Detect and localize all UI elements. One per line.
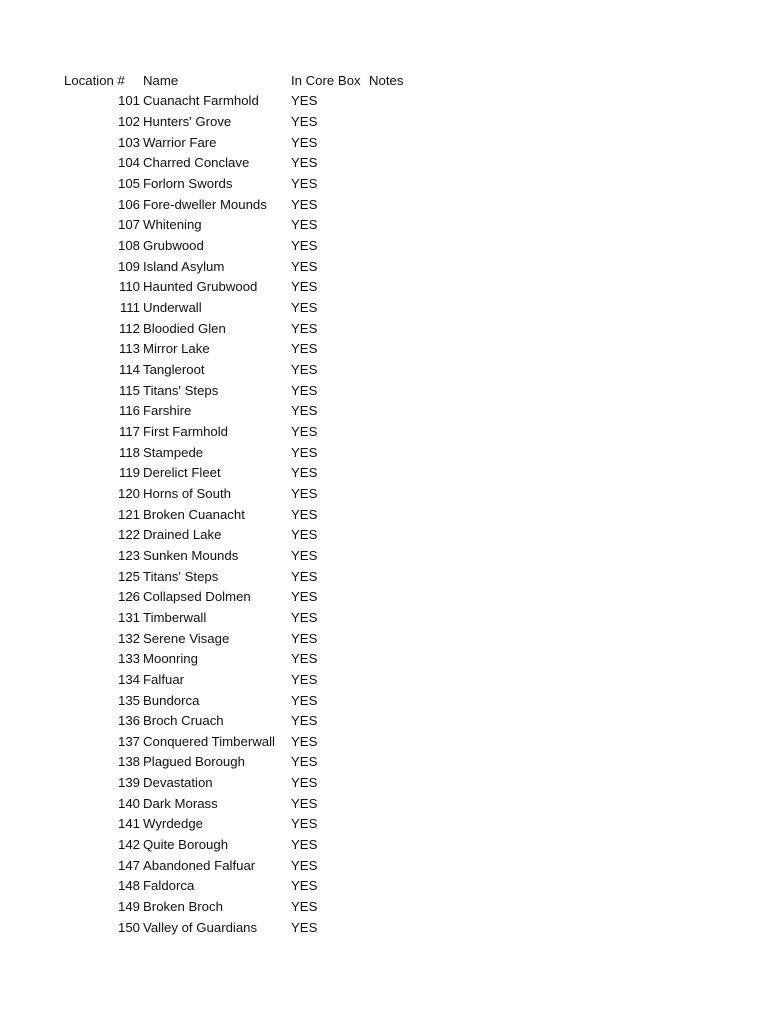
name-cell: Dark Morass — [143, 795, 218, 811]
location-cell: 132 — [117, 630, 140, 646]
in-core-box-cell: YES — [291, 300, 318, 316]
name-cell: Tangleroot — [143, 362, 205, 378]
table-row — [0, 359, 768, 380]
in-core-box-cell: YES — [291, 362, 318, 378]
table-row — [0, 669, 768, 690]
table-row — [0, 462, 768, 483]
location-cell: 113 — [118, 341, 140, 357]
location-cell: 102 — [117, 114, 140, 130]
name-cell: Serene Visage — [143, 630, 230, 646]
location-cell: 101 — [117, 93, 140, 109]
table-row — [0, 235, 768, 256]
location-cell: 116 — [118, 403, 140, 419]
location-cell: 139 — [117, 775, 140, 791]
in-core-box-cell: YES — [291, 899, 318, 915]
name-cell: Timberwall — [143, 609, 207, 625]
in-core-box-cell: YES — [291, 93, 318, 109]
name-cell: Falfuar — [143, 671, 185, 687]
name-cell: Grubwood — [143, 238, 204, 254]
table-row — [0, 318, 768, 339]
table-row — [0, 173, 768, 194]
in-core-box-cell: YES — [291, 568, 318, 584]
in-core-box-cell: YES — [291, 238, 318, 254]
table-row — [0, 421, 768, 442]
name-cell: Charred Conclave — [143, 155, 250, 171]
location-cell: 117 — [118, 423, 140, 439]
location-cell: 106 — [117, 196, 140, 212]
in-core-box-cell: YES — [291, 713, 318, 729]
table-body — [0, 91, 768, 938]
location-cell: 118 — [118, 444, 140, 460]
table-row — [0, 380, 768, 401]
in-core-box-cell: YES — [291, 485, 318, 501]
name-cell: Forlorn Swords — [143, 176, 233, 192]
in-core-box-cell: YES — [291, 816, 318, 832]
table-row — [0, 793, 768, 814]
location-cell: 149 — [117, 899, 140, 915]
location-cell: 104 — [117, 155, 140, 171]
location-cell: 123 — [117, 547, 140, 563]
in-core-box-cell: YES — [291, 403, 318, 419]
name-cell: Plagued Borough — [143, 754, 245, 770]
location-cell: 103 — [117, 134, 140, 150]
name-cell: Island Asylum — [143, 258, 225, 274]
in-core-box-cell: YES — [291, 423, 318, 439]
in-core-box-cell: YES — [291, 733, 318, 749]
location-cell: 122 — [117, 527, 140, 543]
name-cell: Farshire — [143, 403, 192, 419]
name-cell: Titans' Steps — [143, 568, 219, 584]
location-cell: 112 — [118, 320, 140, 336]
in-core-box-cell: YES — [291, 341, 318, 357]
location-cell: 133 — [117, 651, 140, 667]
table-row — [0, 545, 768, 566]
location-cell: 110 — [118, 279, 140, 295]
table-row — [0, 504, 768, 525]
name-cell: Sunken Mounds — [143, 547, 239, 563]
table-row — [0, 772, 768, 793]
table-row — [0, 710, 768, 731]
in-core-box-cell: YES — [291, 320, 318, 336]
in-core-box-cell: YES — [291, 506, 318, 522]
in-core-box-cell: YES — [291, 382, 318, 398]
in-core-box-cell: YES — [291, 444, 318, 460]
in-core-box-cell: YES — [291, 547, 318, 563]
name-cell: Quite Borough — [143, 837, 229, 853]
location-cell: 107 — [117, 217, 140, 233]
location-cell: 131 — [117, 609, 140, 625]
table-row — [0, 586, 768, 607]
table-row — [0, 752, 768, 773]
name-cell: Horns of South — [143, 485, 231, 501]
table-row — [0, 814, 768, 835]
location-cell: 147 — [117, 857, 140, 873]
name-cell: Hunters' Grove — [143, 114, 232, 130]
location-cell: 119 — [118, 465, 140, 481]
table-row — [0, 256, 768, 277]
table-row — [0, 876, 768, 897]
table-row — [0, 628, 768, 649]
in-core-box-cell: YES — [291, 754, 318, 770]
name-cell: Mirror Lake — [143, 341, 210, 357]
in-core-box-cell: YES — [291, 279, 318, 295]
in-core-box-cell: YES — [291, 671, 318, 687]
table-row — [0, 731, 768, 752]
header-notes: Notes — [369, 72, 404, 88]
location-cell: 141 — [117, 816, 140, 832]
table-row — [0, 194, 768, 215]
in-core-box-cell: YES — [291, 630, 318, 646]
table-row — [0, 153, 768, 174]
location-cell: 114 — [118, 362, 140, 378]
table-row — [0, 442, 768, 463]
name-cell: Stampede — [143, 444, 204, 460]
in-core-box-cell: YES — [291, 155, 318, 171]
table-row — [0, 132, 768, 153]
location-cell: 134 — [117, 671, 140, 687]
table-row — [0, 297, 768, 318]
in-core-box-cell: YES — [291, 114, 318, 130]
in-core-box-cell: YES — [291, 651, 318, 667]
in-core-box-cell: YES — [291, 465, 318, 481]
table-row — [0, 91, 768, 112]
location-cell: 137 — [117, 733, 140, 749]
table-row — [0, 917, 768, 938]
name-cell: Drained Lake — [143, 527, 222, 543]
in-core-box-cell: YES — [291, 196, 318, 212]
name-cell: Bundorca — [143, 692, 200, 708]
name-cell: Broken Broch — [143, 899, 223, 915]
in-core-box-cell: YES — [291, 795, 318, 811]
in-core-box-cell: YES — [291, 258, 318, 274]
table-row — [0, 566, 768, 587]
location-cell: 115 — [118, 382, 140, 398]
location-cell: 109 — [117, 258, 140, 274]
table-row — [0, 896, 768, 917]
name-cell: Warrior Fare — [143, 134, 217, 150]
name-cell: Fore-dweller Mounds — [143, 196, 267, 212]
table-row — [0, 607, 768, 628]
table-row — [0, 690, 768, 711]
name-cell: Haunted Grubwood — [143, 279, 258, 295]
table-row — [0, 855, 768, 876]
in-core-box-cell: YES — [291, 837, 318, 853]
table-row — [0, 215, 768, 236]
location-cell: 140 — [117, 795, 140, 811]
name-cell: Devastation — [143, 775, 213, 791]
location-cell: 142 — [117, 837, 140, 853]
name-cell: Whitening — [143, 217, 202, 233]
locations-table — [0, 70, 768, 938]
name-cell: First Farmhold — [143, 423, 228, 439]
in-core-box-cell: YES — [291, 919, 318, 935]
name-cell: Faldorca — [143, 878, 195, 894]
in-core-box-cell: YES — [291, 217, 318, 233]
name-cell: Titans' Steps — [143, 382, 219, 398]
table-row — [0, 111, 768, 132]
location-cell: 120 — [117, 485, 140, 501]
in-core-box-cell: YES — [291, 589, 318, 605]
name-cell: Abandoned Falfuar — [143, 857, 256, 873]
name-cell: Derelict Fleet — [143, 465, 221, 481]
location-cell: 111 — [119, 300, 140, 316]
header-location: Location # — [64, 72, 125, 88]
name-cell: Cuanacht Farmhold — [143, 93, 259, 109]
location-cell: 108 — [117, 238, 140, 254]
location-cell: 136 — [117, 713, 140, 729]
location-cell: 105 — [117, 176, 140, 192]
name-cell: Bloodied Glen — [143, 320, 226, 336]
table-row — [0, 648, 768, 669]
table-row — [0, 524, 768, 545]
name-cell: Collapsed Dolmen — [143, 589, 251, 605]
name-cell: Moonring — [143, 651, 198, 667]
table-row — [0, 339, 768, 360]
table-row — [0, 401, 768, 422]
in-core-box-cell: YES — [291, 176, 318, 192]
name-cell: Broken Cuanacht — [143, 506, 245, 522]
in-core-box-cell: YES — [291, 775, 318, 791]
name-cell: Underwall — [143, 300, 202, 316]
in-core-box-cell: YES — [291, 609, 318, 625]
name-cell: Wyrdedge — [143, 816, 203, 832]
location-cell: 135 — [117, 692, 140, 708]
header-name: Name — [143, 72, 179, 88]
name-cell: Conquered Timberwall — [143, 733, 275, 749]
in-core-box-cell: YES — [291, 134, 318, 150]
name-cell: Valley of Guardians — [143, 919, 258, 935]
header-in-core-box: In Core Box — [291, 72, 361, 88]
in-core-box-cell: YES — [291, 857, 318, 873]
name-cell: Broch Cruach — [143, 713, 224, 729]
location-cell: 138 — [117, 754, 140, 770]
location-cell: 121 — [117, 506, 140, 522]
location-cell: 148 — [117, 878, 140, 894]
location-cell: 125 — [117, 568, 140, 584]
table-row — [0, 277, 768, 298]
in-core-box-cell: YES — [291, 878, 318, 894]
in-core-box-cell: YES — [291, 692, 318, 708]
table-header-row — [0, 70, 768, 91]
table-row — [0, 483, 768, 504]
in-core-box-cell: YES — [291, 527, 318, 543]
location-cell: 150 — [117, 919, 140, 935]
table-row — [0, 834, 768, 855]
location-cell: 126 — [117, 589, 140, 605]
